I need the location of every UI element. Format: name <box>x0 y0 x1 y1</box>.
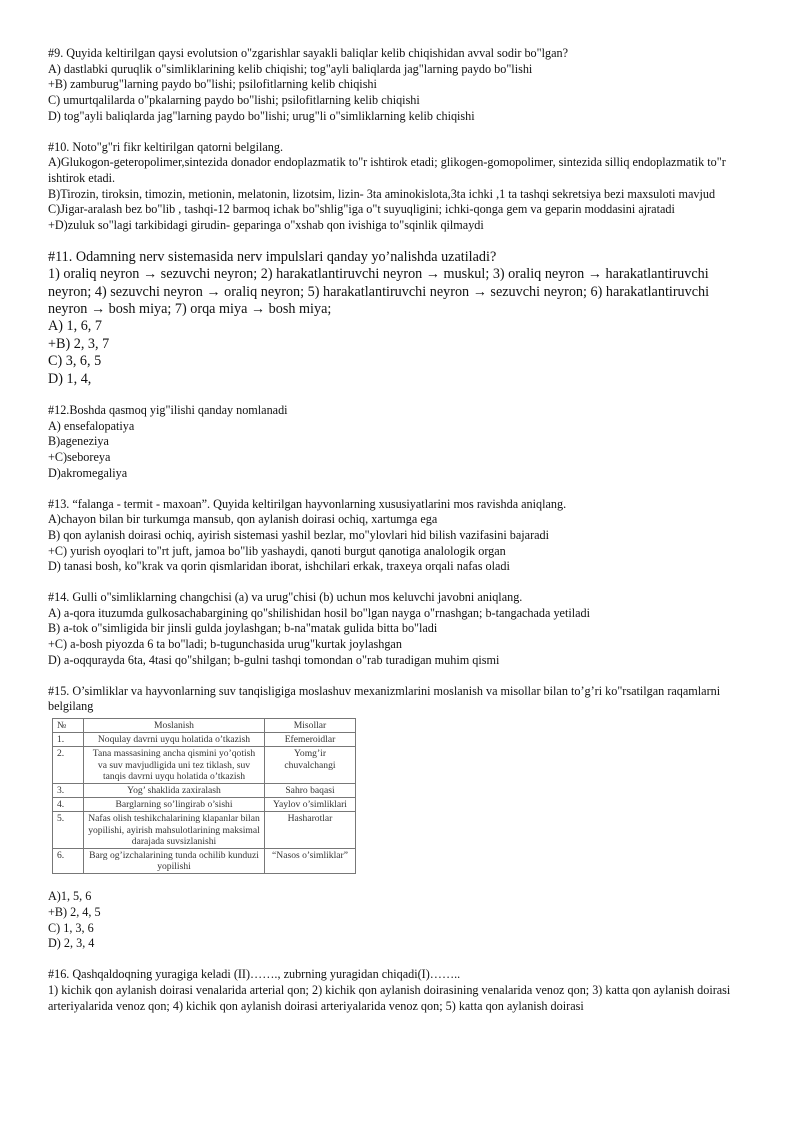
question-text: #15. O’simliklar va hayvonlarning suv tanqisligiga moslashuv mexanizmlarini moslanish va misollar bilan to’g’ri ko"rsatilgan raqamlarni belgilang <box>48 683 721 714</box>
table-header: № <box>53 718 84 732</box>
answer-option: B) qon aylanish doirasi ochiq, ayirish sistemasi yashil bezlar, mo"ylovlari hid bilish vazifasini bajaradi <box>48 527 550 542</box>
table-cell: 3. <box>53 783 84 797</box>
table-header: Misollar <box>265 718 356 732</box>
answer-option: D)akromegaliya <box>48 465 128 480</box>
answer-option: D) tog"ayli baliqlarda jag"larning paydo bo"lishi; urug"li o"simliklarning kelib chiqishi <box>48 108 475 123</box>
answer-option: D) 1, 4, <box>48 370 92 387</box>
answer-option: +B) 2, 3, 7 <box>48 335 110 352</box>
question-text: #14. Gulli o"simliklarning changchisi (a) va urug"chisi (b) uchun mos keluvchi javobni aniqlang. <box>48 590 523 605</box>
table-cell: Yog’ shaklida zaxiralash <box>84 783 265 797</box>
table-header-row <box>53 718 356 732</box>
answer-option: A) 1, 6, 7 <box>48 318 102 335</box>
table-cell: “Nasos o’simliklar” <box>265 848 356 873</box>
answer-option: D) a-oqqurayda 6ta, 4tasi qo"shilgan; b-gulni tashqi tomondan o"rab turadigan muhim qismi <box>48 652 500 667</box>
table-cell: Tana massasining anchа qismini yo’qotish va suv mavjudligida uni tez tiklash, suv tanqis davrni uyqu holatida o’tkazish <box>84 747 265 784</box>
question-9 <box>48 46 748 125</box>
table-cell: Hasharotlar <box>265 812 356 849</box>
question-text: #16. Qashqaldoqning yuragiga keladi (II)……., zubrning yuragidan chiqadi(I)…….. <box>48 967 461 982</box>
question-statement: 1) oraliq neyron → sezuvchi neyron; 2) harakatlantiruvchi neyron → muskul; 3) oraliq neyron → harakatlantiruvchi neyron; 4) sezuvchi neyron → oraliq neyron; 5) harakatlantiruvchi neyron → sezuvchi neyron; 6) harakatlantiruvchi neyron → bosh miya; 7) orqa miya → bosh miya; <box>48 266 710 317</box>
answer-option: +C) a-bosh piyozda 6 ta bo"ladi; b-tugunchasida urug"kurtak joylashgan <box>48 637 402 652</box>
answer-option: +B) zamburug"larning paydo bo"lishi; psilofitlarning kelib chiqishi <box>48 77 377 92</box>
table-cell: 4. <box>53 798 84 812</box>
spacer <box>48 874 748 889</box>
question-16 <box>48 967 748 1014</box>
question-14 <box>48 590 748 669</box>
answer-option: B)Tirozin, tiroksin, timozin, metionin, melatonin, lizotsim, lizin- 3ta aminokislota,3ta ichki ,1 ta tashqi sekretsiya bezi maxsuloti mavjud <box>48 186 716 201</box>
table-cell: Noqulay davrni uyqu holatida o’tkazish <box>84 733 265 747</box>
table-cell: Nafas olish teshikchalarining klapanlar bilan yopilishi, ayirish mahsulotlarining maksimal darajada suvsizlanishi <box>84 812 265 849</box>
table-row <box>53 783 356 797</box>
question-text: #12.Boshda qasmoq yig"ilishi qanday nomlanadi <box>48 402 288 417</box>
document-page <box>48 46 748 1029</box>
answer-option: C) umurtqalilarda o"pkalarning paydo bo"lishi; psilofitlarning kelib chiqishi <box>48 93 420 108</box>
answer-option: A)1, 5, 6 <box>48 889 92 904</box>
table-cell: Efemeroidlar <box>265 733 356 747</box>
answer-option: +C)seboreya <box>48 450 111 465</box>
answer-option: D) tanasi bosh, ko"krak va qorin qismlaridan iborat, ishchilari erkak, traxeya orqali nafas oladi <box>48 559 510 574</box>
question-statement: 1) kichik qon aylanish doirasi venalarida arterial qon; 2) kichik qon aylanish doirasining venalarida venoz qon; 3) katta qon aylanish doirasi arteriyalarida venoz qon; 4) kichik qon aylanish doirasi arteriyalarida venoz qon; 5) katta qon aylanish doirasi <box>48 982 731 1013</box>
table-row <box>53 848 356 873</box>
table-header: Moslanish <box>84 718 265 732</box>
table-cell: 5. <box>53 812 84 849</box>
table-cell: Sahro baqasi <box>265 783 356 797</box>
answer-option: A)Glukogon-geteropolimer,sintezida donador endoplazmatik to"r ishtirok etadi; glikogen-gomopolimer, sintezida silliq endoplazmatik to"r ishtirok etadi. <box>48 155 726 185</box>
question-text: #11. Odamning nerv sistemasida nerv impulslari qanday yo’nalishda uzatiladi? <box>48 248 497 265</box>
table-cell: 2. <box>53 747 84 784</box>
answer-option: C) 3, 6, 5 <box>48 353 102 370</box>
answer-option: A)chayon bilan bir turkumga mansub, qon aylanish doirasi ochiq, xartumga ega <box>48 512 438 527</box>
answer-option: A) dastlabki quruqlik o"simliklarining kelib chiqishi; tog"ayli baliqlarda jag"larning paydo bo"lishi <box>48 61 533 76</box>
table-cell: Yomg’ir chuvalchangi <box>265 747 356 784</box>
answer-option: C)Jigar-aralash bez bo"lib , tashqi-12 barmoq ichak bo"shlig"iga o"t suyuqligini; ichki-qonga gem va geparin moddasini ajratadi <box>48 202 675 217</box>
table-cell: 1. <box>53 733 84 747</box>
answer-option: B) a-tok o"simligida bir jinsli gulda joylashgan; b-na"matak gulida bitta bo"ladi <box>48 621 438 636</box>
table-row <box>53 798 356 812</box>
question-10 <box>48 140 748 234</box>
answer-option: C) 1, 3, 6 <box>48 920 94 935</box>
table-row <box>53 733 356 747</box>
question-11 <box>48 249 748 388</box>
table-cell: Yaylov o’simliklari <box>265 798 356 812</box>
answer-option: +D)zuluk so"lagi tarkibidagi girudin- geparinga o"xshab qon ivishiga to"sqinlik qilmaydi <box>48 218 484 233</box>
answer-option: +B) 2, 4, 5 <box>48 905 101 920</box>
table-cell: Barglarning so’lingirab o’sishi <box>84 798 265 812</box>
question-12 <box>48 403 748 482</box>
answer-option: D) 2, 3, 4 <box>48 936 95 951</box>
question-15 <box>48 684 748 953</box>
question-text: #10. Noto"g"ri fikr keltirilgan qatorni belgilang. <box>48 139 284 154</box>
answer-option: B)ageneziya <box>48 434 109 449</box>
question-13 <box>48 497 748 576</box>
answer-option: A) a-qora ituzumda gulkosachabargining qo"shilishidan hosil bo"lgan nayga o"rnashgan; b-tangachada yetiladi <box>48 605 591 620</box>
table-cell: Barg og’izchalarining tunda ochilib kunduzi yopilishi <box>84 848 265 873</box>
table-cell: 6. <box>53 848 84 873</box>
table-row <box>53 812 356 849</box>
question-text: #13. “falanga - termit - maxoan”. Quyida keltirilgan hayvonlarning xususiyatlarini mos ravishda aniqlang. <box>48 496 567 511</box>
table-row <box>53 747 356 784</box>
question-text: #9. Quyida keltirilgan qaysi evolutsion o"zgarishlar sayakli baliqlar kelib chiqishidan avval sodir bo"lgan? <box>48 46 569 60</box>
adaptation-table <box>52 718 356 874</box>
answer-option: A) ensefalopatiya <box>48 418 135 433</box>
answer-option: +C) yurish oyoqlari to"rt juft, jamoa bo"lib yashaydi, qanoti burgut qanotiga analologik organ <box>48 543 506 558</box>
